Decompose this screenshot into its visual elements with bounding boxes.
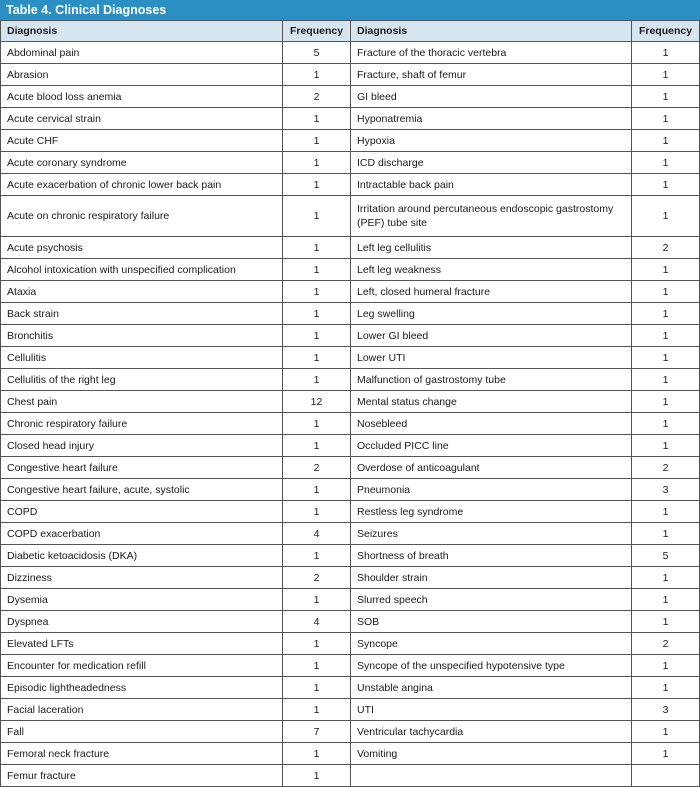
diagnosis-cell: Shortness of breath <box>351 545 632 567</box>
table-row <box>1 86 700 108</box>
diagnosis-cell: Leg swelling <box>351 303 632 325</box>
frequency-cell: 5 <box>632 545 700 567</box>
frequency-cell: 1 <box>632 152 700 174</box>
table-row <box>1 655 700 677</box>
frequency-cell: 1 <box>283 501 351 523</box>
diagnosis-cell: Lower UTI <box>351 347 632 369</box>
table-body <box>1 42 700 787</box>
frequency-cell: 1 <box>632 281 700 303</box>
diagnosis-cell: Abrasion <box>1 64 283 86</box>
frequency-cell: 1 <box>283 369 351 391</box>
diagnosis-cell: Congestive heart failure, acute, systolic <box>1 479 283 501</box>
diagnosis-cell: COPD <box>1 501 283 523</box>
table-row <box>1 545 700 567</box>
diagnosis-cell: Intractable back pain <box>351 174 632 196</box>
frequency-cell: 1 <box>283 325 351 347</box>
table-row <box>1 677 700 699</box>
table-row <box>1 369 700 391</box>
table-row <box>1 130 700 152</box>
diagnosis-cell: Pneumonia <box>351 479 632 501</box>
frequency-cell: 1 <box>632 721 700 743</box>
diagnosis-cell: Acute cervical strain <box>1 108 283 130</box>
diagnosis-cell: Fall <box>1 721 283 743</box>
table-row <box>1 281 700 303</box>
frequency-cell: 1 <box>632 523 700 545</box>
table-title: Table 4. Clinical Diagnoses <box>0 0 700 20</box>
frequency-cell: 1 <box>283 347 351 369</box>
frequency-cell: 1 <box>632 196 700 237</box>
diagnosis-cell: Encounter for medication refill <box>1 655 283 677</box>
frequency-cell: 12 <box>283 391 351 413</box>
frequency-cell: 1 <box>283 174 351 196</box>
frequency-cell: 1 <box>283 303 351 325</box>
table-row <box>1 42 700 64</box>
diagnosis-cell: Acute coronary syndrome <box>1 152 283 174</box>
diagnosis-cell: Ataxia <box>1 281 283 303</box>
table-row <box>1 64 700 86</box>
diagnosis-cell: Congestive heart failure <box>1 457 283 479</box>
diagnosis-cell: Syncope of the unspecified hypotensive type <box>351 655 632 677</box>
frequency-cell: 1 <box>283 196 351 237</box>
diagnosis-cell: Left leg cellulitis <box>351 237 632 259</box>
frequency-cell: 1 <box>283 677 351 699</box>
diagnosis-cell: Ventricular tachycardia <box>351 721 632 743</box>
diagnosis-cell: Overdose of anticoagulant <box>351 457 632 479</box>
table-row <box>1 633 700 655</box>
table-row <box>1 523 700 545</box>
diagnoses-table <box>0 20 700 787</box>
diagnosis-cell: Irritation around percutaneous endoscopic gastrostomy (PEF) tube site <box>351 196 632 237</box>
frequency-cell: 1 <box>283 765 351 787</box>
diagnosis-cell <box>351 765 632 787</box>
diagnosis-cell: Acute psychosis <box>1 237 283 259</box>
frequency-cell: 1 <box>283 130 351 152</box>
diagnosis-cell: Cellulitis of the right leg <box>1 369 283 391</box>
frequency-cell: 1 <box>632 369 700 391</box>
diagnosis-cell: Occluded PICC line <box>351 435 632 457</box>
frequency-cell: 1 <box>283 699 351 721</box>
frequency-cell: 1 <box>283 633 351 655</box>
frequency-cell: 1 <box>632 325 700 347</box>
table-row <box>1 765 700 787</box>
diagnosis-cell: Restless leg syndrome <box>351 501 632 523</box>
diagnosis-cell: Hyponatremia <box>351 108 632 130</box>
diagnosis-cell: Fracture, shaft of femur <box>351 64 632 86</box>
frequency-cell: 1 <box>283 281 351 303</box>
diagnosis-cell: UTI <box>351 699 632 721</box>
frequency-cell: 2 <box>283 457 351 479</box>
table-row <box>1 152 700 174</box>
table-row <box>1 259 700 281</box>
frequency-cell: 3 <box>632 479 700 501</box>
diagnosis-cell: Slurred speech <box>351 589 632 611</box>
diagnosis-cell: Dysemia <box>1 589 283 611</box>
diagnosis-cell: Alcohol intoxication with unspecified complication <box>1 259 283 281</box>
diagnosis-cell: Elevated LFTs <box>1 633 283 655</box>
frequency-cell: 1 <box>632 501 700 523</box>
table-row <box>1 108 700 130</box>
diagnosis-cell: Dizziness <box>1 567 283 589</box>
diagnosis-cell: SOB <box>351 611 632 633</box>
diagnosis-cell: Acute CHF <box>1 130 283 152</box>
diagnosis-cell: Femoral neck fracture <box>1 743 283 765</box>
frequency-cell: 2 <box>632 633 700 655</box>
table-row <box>1 174 700 196</box>
frequency-cell: 1 <box>283 259 351 281</box>
diagnosis-cell: ICD discharge <box>351 152 632 174</box>
diagnosis-cell: COPD exacerbation <box>1 523 283 545</box>
diagnosis-cell: Femur fracture <box>1 765 283 787</box>
frequency-cell: 1 <box>632 303 700 325</box>
diagnosis-cell: Closed head injury <box>1 435 283 457</box>
frequency-cell: 1 <box>632 64 700 86</box>
frequency-cell: 1 <box>632 567 700 589</box>
frequency-cell: 1 <box>632 86 700 108</box>
diagnosis-header-left: Diagnosis <box>1 21 283 42</box>
table-row <box>1 325 700 347</box>
diagnosis-cell: Mental status change <box>351 391 632 413</box>
frequency-cell: 1 <box>283 152 351 174</box>
table-row <box>1 589 700 611</box>
diagnosis-cell: Abdominal pain <box>1 42 283 64</box>
frequency-cell: 2 <box>632 237 700 259</box>
frequency-cell: 1 <box>283 413 351 435</box>
table-row <box>1 413 700 435</box>
diagnosis-cell: Diabetic ketoacidosis (DKA) <box>1 545 283 567</box>
table-row <box>1 196 700 237</box>
frequency-cell: 1 <box>632 589 700 611</box>
diagnosis-cell: Acute blood loss anemia <box>1 86 283 108</box>
frequency-cell: 5 <box>283 42 351 64</box>
frequency-cell: 1 <box>632 347 700 369</box>
diagnosis-cell: Left, closed humeral fracture <box>351 281 632 303</box>
frequency-cell: 1 <box>632 413 700 435</box>
frequency-cell: 1 <box>632 391 700 413</box>
frequency-cell: 1 <box>632 677 700 699</box>
table-row <box>1 699 700 721</box>
table-row <box>1 347 700 369</box>
frequency-cell: 2 <box>283 86 351 108</box>
diagnosis-cell: Shoulder strain <box>351 567 632 589</box>
table-row <box>1 303 700 325</box>
frequency-cell: 1 <box>283 435 351 457</box>
frequency-header-right: Frequency <box>632 21 700 42</box>
frequency-cell: 1 <box>283 589 351 611</box>
table-row <box>1 743 700 765</box>
table-row <box>1 611 700 633</box>
diagnosis-cell: Vomiting <box>351 743 632 765</box>
table-row <box>1 479 700 501</box>
frequency-cell: 2 <box>283 567 351 589</box>
diagnosis-cell: Chronic respiratory failure <box>1 413 283 435</box>
frequency-cell: 1 <box>632 259 700 281</box>
diagnosis-cell: Unstable angina <box>351 677 632 699</box>
frequency-cell: 1 <box>632 655 700 677</box>
frequency-cell: 2 <box>632 457 700 479</box>
diagnosis-cell: Nosebleed <box>351 413 632 435</box>
frequency-cell: 1 <box>283 237 351 259</box>
diagnosis-cell: Chest pain <box>1 391 283 413</box>
frequency-cell: 1 <box>632 743 700 765</box>
table-row <box>1 501 700 523</box>
diagnosis-cell: Acute exacerbation of chronic lower back pain <box>1 174 283 196</box>
frequency-cell: 1 <box>283 545 351 567</box>
diagnosis-cell: Fracture of the thoracic vertebra <box>351 42 632 64</box>
frequency-cell: 1 <box>632 108 700 130</box>
diagnosis-cell: Seizures <box>351 523 632 545</box>
frequency-cell: 1 <box>283 64 351 86</box>
frequency-cell: 1 <box>632 435 700 457</box>
frequency-cell: 1 <box>283 479 351 501</box>
frequency-cell: 1 <box>632 42 700 64</box>
frequency-cell: 4 <box>283 611 351 633</box>
frequency-cell: 1 <box>632 174 700 196</box>
frequency-cell: 3 <box>632 699 700 721</box>
frequency-header-left: Frequency <box>283 21 351 42</box>
diagnosis-cell: Hypoxia <box>351 130 632 152</box>
diagnosis-cell: Facial laceration <box>1 699 283 721</box>
diagnosis-cell: GI bleed <box>351 86 632 108</box>
diagnosis-cell: Cellulitis <box>1 347 283 369</box>
table-row <box>1 435 700 457</box>
frequency-cell: 1 <box>632 611 700 633</box>
diagnosis-cell: Back strain <box>1 303 283 325</box>
diagnosis-cell: Dyspnea <box>1 611 283 633</box>
diagnosis-cell: Malfunction of gastrostomy tube <box>351 369 632 391</box>
diagnosis-cell: Syncope <box>351 633 632 655</box>
frequency-cell: 4 <box>283 523 351 545</box>
table-row <box>1 237 700 259</box>
table-row <box>1 457 700 479</box>
table-row <box>1 721 700 743</box>
frequency-cell: 1 <box>283 743 351 765</box>
diagnosis-cell: Bronchitis <box>1 325 283 347</box>
diagnosis-cell: Acute on chronic respiratory failure <box>1 196 283 237</box>
frequency-cell: 7 <box>283 721 351 743</box>
diagnosis-cell: Episodic lightheadedness <box>1 677 283 699</box>
diagnosis-cell: Lower GI bleed <box>351 325 632 347</box>
frequency-cell: 1 <box>283 108 351 130</box>
frequency-cell: 1 <box>283 655 351 677</box>
frequency-cell: 1 <box>632 130 700 152</box>
header-row <box>1 21 700 42</box>
table-row <box>1 391 700 413</box>
diagnosis-cell: Left leg weakness <box>351 259 632 281</box>
table-row <box>1 567 700 589</box>
frequency-cell <box>632 765 700 787</box>
diagnosis-header-right: Diagnosis <box>351 21 632 42</box>
